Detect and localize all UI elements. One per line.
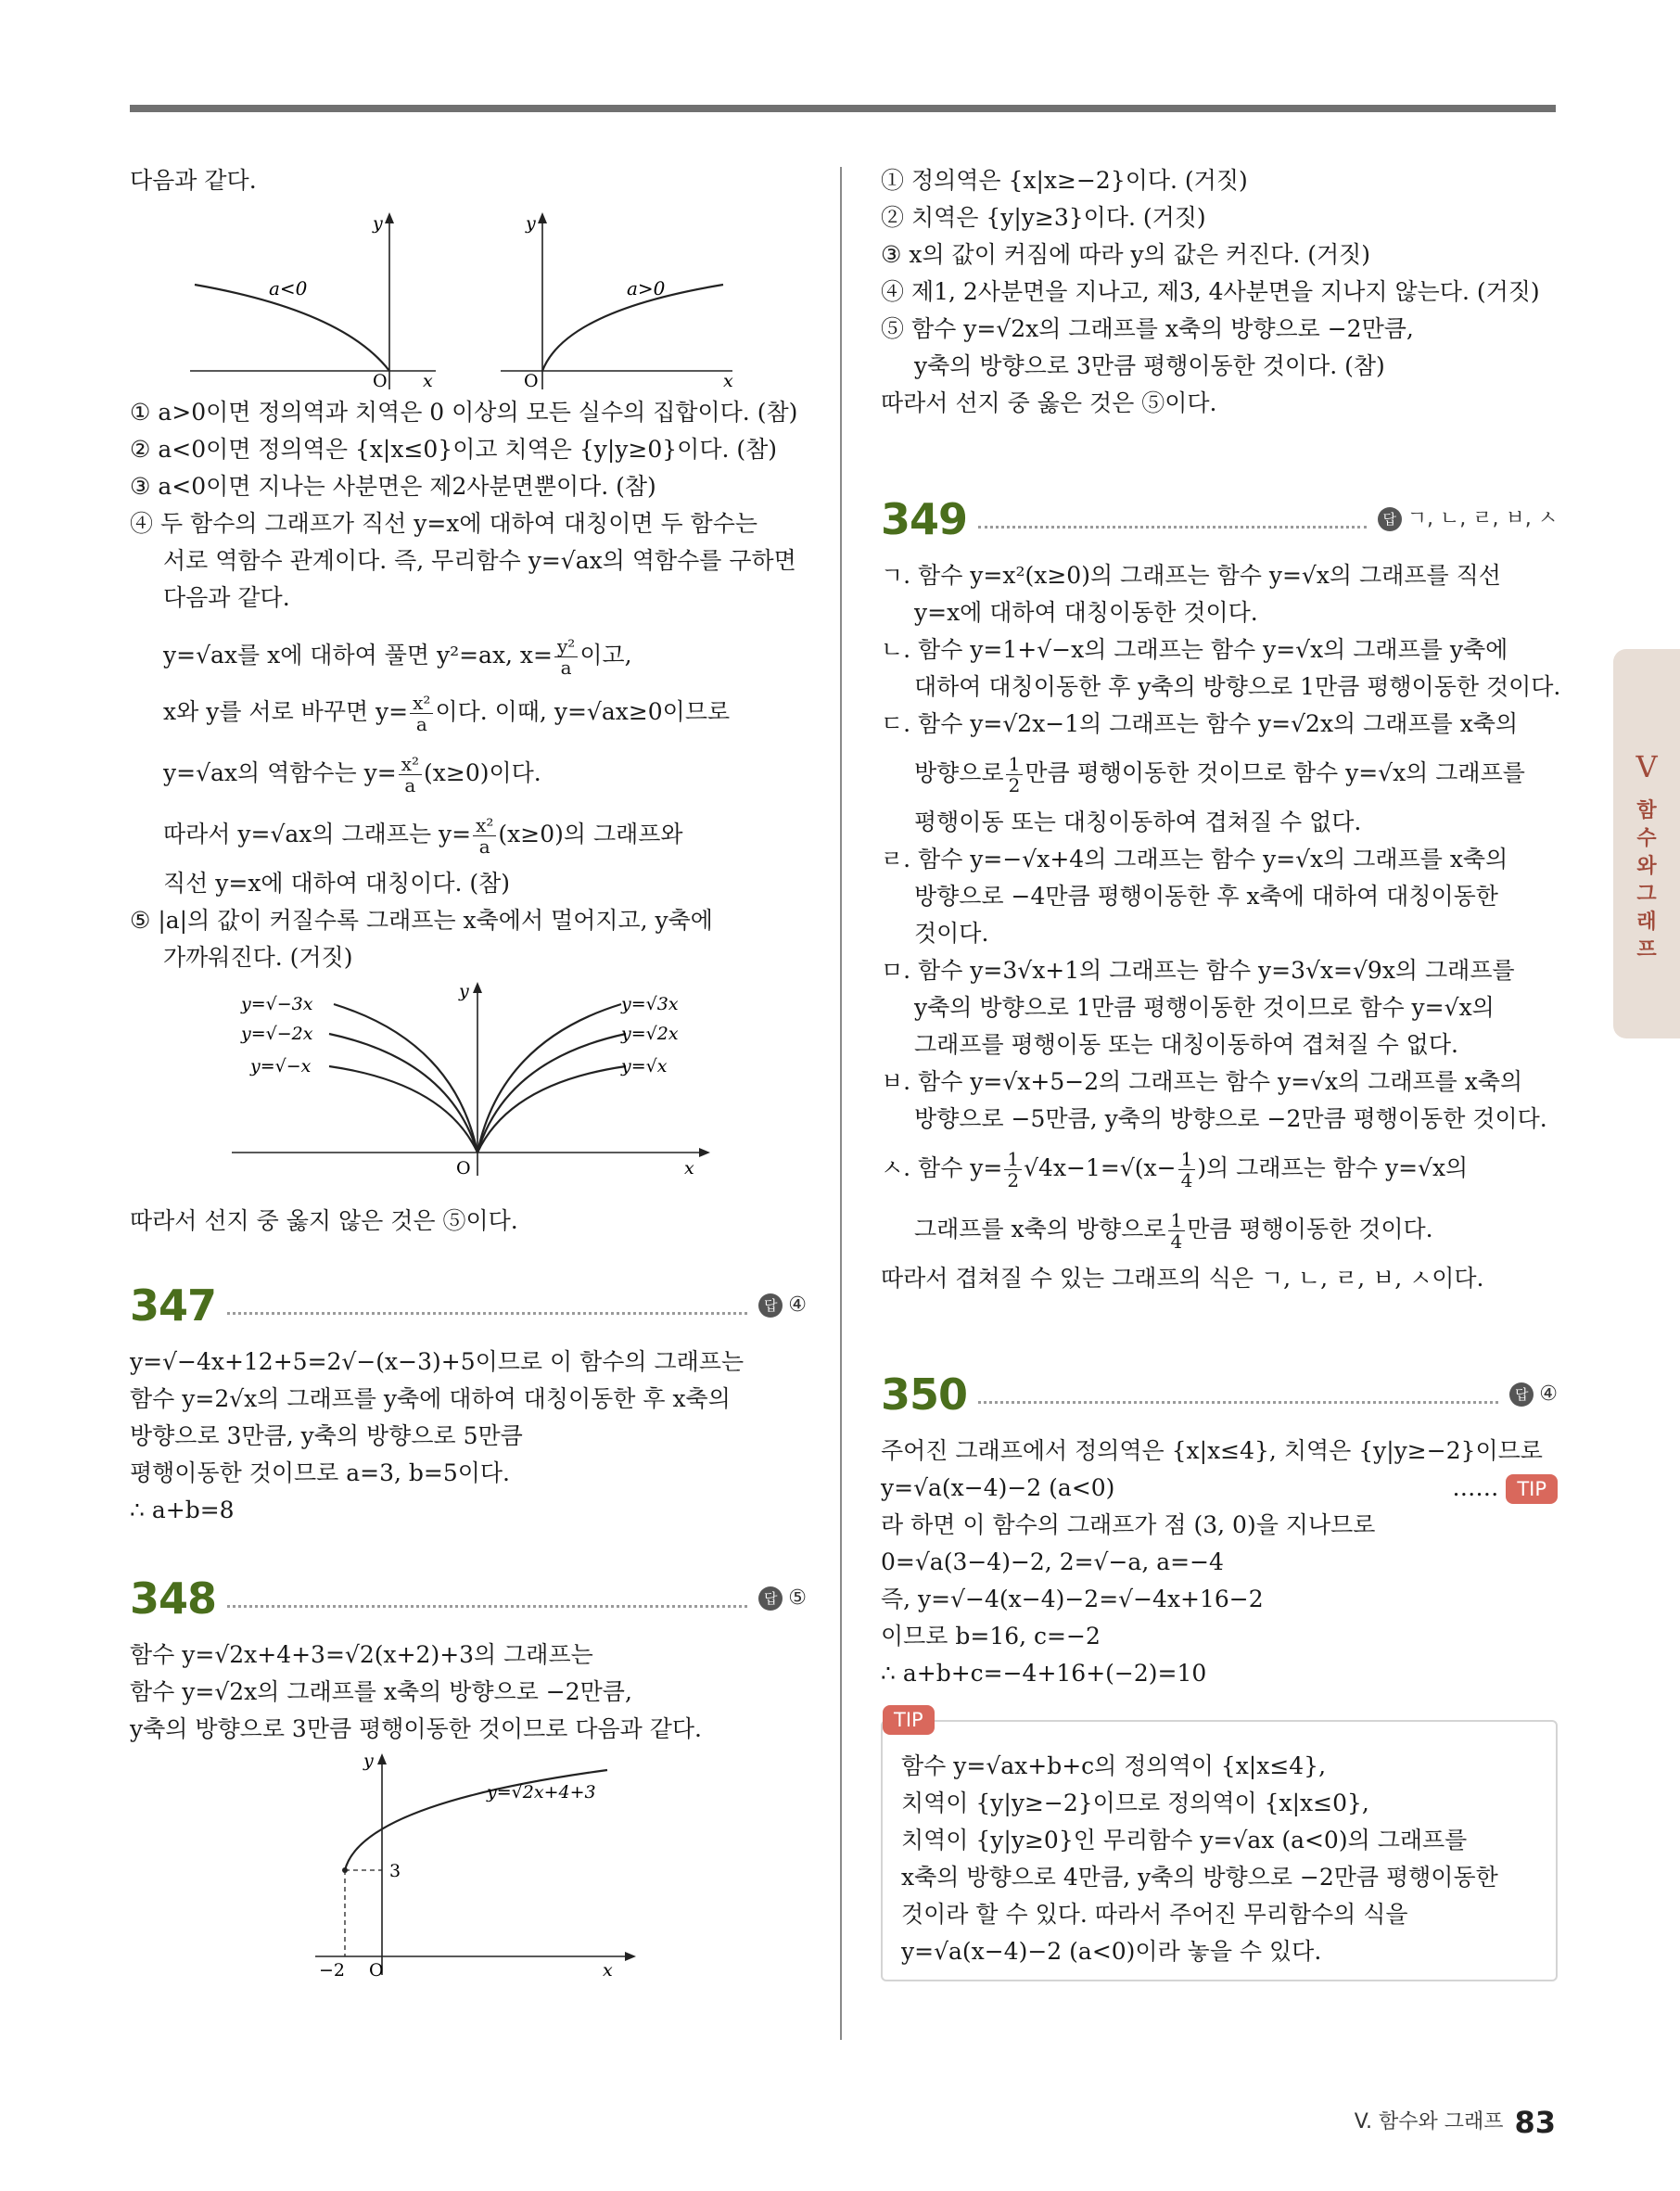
tip-badge: TIP — [1506, 1474, 1558, 1504]
graph-sqrt-family — [130, 976, 807, 1190]
s349-line-4: 대하여 대칭이동한 후 y축의 방향으로 1만큼 평행이동한 것이다. — [914, 673, 1561, 700]
chapter-title-char: 그 — [1636, 883, 1657, 906]
s349-line-9: 방향으로 −4만큼 평행이동한 후 x축에 대하여 대칭이동한 — [914, 883, 1498, 910]
s349-line-2: y=x에 대하여 대칭이동한 것이다. — [914, 599, 1258, 626]
section-350-answer: 답 ④ — [1509, 1376, 1558, 1413]
tip-box-badge: TIP — [883, 1705, 935, 1735]
chapter-roman: V — [1635, 749, 1658, 784]
graph-a-neg-origin: O — [373, 371, 388, 391]
s347-line-5: ∴ a+b=8 — [130, 1497, 235, 1523]
s347-line-4: 평행이동한 것이므로 a=3, b=5이다. — [130, 1459, 510, 1486]
left-item-3: ③ a<0이면 지나는 사분면은 제2사분면뿐이다. (참) — [130, 473, 656, 500]
tip-box — [881, 1709, 1558, 1981]
graph-a-pos-y-label: y — [526, 213, 536, 234]
intro-text: 다음과 같다. — [130, 167, 257, 194]
left-item-4-cont: 서로 역함수 관계이다. 즉, 무리함수 y=√ax의 역함수를 구하면 — [163, 547, 796, 574]
chapter-title-char: 함 — [1636, 799, 1657, 822]
page-number: 83 — [1514, 2105, 1556, 2140]
curve-3x — [477, 1004, 621, 1153]
s349-line-14: ㅂ. 함수 y=√x+5−2의 그래프는 함수 y=√x의 그래프를 x축의 — [881, 1068, 1523, 1095]
s349-line-5: ㄷ. 함수 y=√2x−1의 그래프는 함수 y=√2x의 그래프를 x축의 — [881, 710, 1519, 737]
s349-line-7: 평행이동 또는 대칭이동하여 겹쳐질 수 없다. — [914, 809, 1362, 835]
right-item-3: ③ x의 값이 커짐에 따라 y의 값은 커진다. (거짓) — [881, 241, 1371, 268]
page-footer — [1355, 2105, 1556, 2140]
right-item-5-cont: y축의 방향으로 3만큼 평행이동한 것이다. (참) — [914, 352, 1385, 379]
svg-text:O: O — [456, 1158, 471, 1178]
s350-line-6: 이므로 b=16, c=−2 — [881, 1623, 1101, 1650]
chapter-title-char: 수 — [1636, 827, 1657, 850]
s347-line-3: 방향으로 3만큼, y축의 방향으로 5만큼 — [130, 1422, 523, 1449]
s350-line-3: 라 하면 이 함수의 그래프가 점 (3, 0)을 지나므로 — [881, 1511, 1376, 1538]
tip-line-6: y=√a(x−4)−2 (a<0)이라 놓을 수 있다. — [901, 1938, 1322, 1965]
tip-line-2: 치역이 {y|y≥−2}이므로 정의역이 {x|x≤0}, — [901, 1790, 1369, 1816]
chapter-side-tab — [1613, 649, 1680, 1038]
svg-text:O: O — [369, 1960, 384, 1980]
label-neg3x: y=√−3x — [241, 994, 313, 1014]
s348-line-3: y축의 방향으로 3만큼 평행이동한 것이므로 다음과 같다. — [130, 1715, 702, 1742]
answer-mark-icon: 답 — [1378, 507, 1402, 531]
label-neg2x: y=√−2x — [241, 1024, 313, 1044]
label-3x: y=√3x — [621, 994, 679, 1014]
graph-a-neg-y-label: y — [373, 213, 383, 234]
s349-line-17: 그래프를 x축의 방향으로 $\frac{1}{4}$ 만큼 평행이동한 것이다. — [914, 1209, 1433, 1253]
right-item-2: ② 치역은 {y|y≥3}이다. (거짓) — [881, 204, 1206, 231]
answer-mark-icon: 답 — [758, 1586, 783, 1611]
svg-text:y: y — [459, 981, 469, 1001]
curve-neg3x — [334, 1004, 477, 1153]
s349-line-10: 것이다. — [914, 920, 989, 947]
graph-a-sign — [130, 199, 807, 394]
section-349-answer: 답 ㄱ, ㄴ, ㄹ, ㅂ, ㅅ — [1378, 501, 1558, 538]
s350-line-2: y=√a(x−4)−2 (a<0) …… TIP — [881, 1470, 1558, 1507]
answer-mark-icon: 답 — [758, 1293, 783, 1318]
s350-line-5: 즉, y=√−4(x−4)−2=√−4x+16−2 — [881, 1586, 1264, 1612]
svg-text:x: x — [603, 1960, 613, 1980]
s349-line-11: ㅁ. 함수 y=3√x+1의 그래프는 함수 y=3√x=√9x의 그래프를 — [881, 957, 1515, 984]
answer-mark-icon: 답 — [1509, 1382, 1534, 1407]
right-item-4: ④ 제1, 2사분면을 지나고, 제3, 4사분면을 지나지 않는다. (거짓) — [881, 278, 1540, 305]
section-348-number: 348 — [130, 1573, 217, 1624]
s348-line-2: 함수 y=√2x의 그래프를 x축의 방향으로 −2만큼, — [130, 1678, 632, 1705]
graph-a-pos-label: a>0 — [627, 277, 666, 299]
graph-a-pos-origin: O — [524, 371, 539, 391]
svg-text:x: x — [684, 1158, 694, 1178]
curve-negx — [329, 1066, 477, 1153]
s350-line-1: 주어진 그래프에서 정의역은 {x|x≤4}, 치역은 {y|y≥−2}이므로 — [881, 1437, 1543, 1464]
s349-line-1: ㄱ. 함수 y=x²(x≥0)의 그래프는 함수 y=√x의 그래프를 직선 — [881, 562, 1501, 589]
s349-conclusion: 따라서 겹쳐질 수 있는 그래프의 식은 ㄱ, ㄴ, ㄹ, ㅂ, ㅅ이다. — [881, 1265, 1484, 1292]
left-item-5: ⑤ |a|의 값이 커질수록 그래프는 x축에서 멀어지고, y축에 — [130, 907, 713, 934]
s349-line-6: 방향으로 $\frac{1}{2}$ 만큼 평행이동한 것이므로 함수 y=√x의 그래프를 — [914, 753, 1525, 796]
calc-line-4: 따라서 y=√ax의 그래프는 y= $\frac{\text{x²}}{a}$ (x≥0)의 그래프와 — [163, 814, 683, 858]
chapter-title-char: 래 — [1636, 911, 1657, 934]
calc-line-3: y=√ax의 역함수는 y= $\frac{\text{x²}}{a}$ (x≥0)이다. — [163, 753, 541, 796]
left-item-4-cont2: 다음과 같다. — [163, 584, 290, 611]
section-349-header — [881, 487, 1558, 552]
left-item-2: ② a<0이면 정의역은 {x|x≤0}이고 치역은 {y|y≥0}이다. (참) — [130, 436, 778, 463]
s349-line-13: 그래프를 평행이동 또는 대칭이동하여 겹쳐질 수 없다. — [914, 1031, 1458, 1058]
label-x: y=√x — [621, 1056, 668, 1076]
left-column — [130, 162, 807, 1980]
section-348-answer: 답 ⑤ — [758, 1580, 807, 1617]
s350-line-7: ∴ a+b+c=−4+16+(−2)=10 — [881, 1660, 1207, 1687]
section-347-answer: 답 ④ — [758, 1287, 807, 1324]
calc-line-1: y=√ax를 x에 대하여 풀면 y²=ax, x= $\frac{\text{y²}}{a}$ 이고, — [163, 635, 632, 679]
graph-348-three: 3 — [389, 1861, 401, 1881]
calc-line-2: x와 y를 서로 바꾸면 y= $\frac{\text{x²}}{a}$ 이다. 이때, y=√ax≥0이므로 — [163, 692, 731, 735]
section-348-header — [130, 1566, 807, 1631]
graph-348-label: y=√2x+4+3 — [487, 1782, 596, 1802]
s347-line-1: y=√−4x+12+5=2√−(x−3)+5이므로 이 함수의 그래프는 — [130, 1348, 745, 1375]
s349-line-12: y축의 방향으로 1만큼 평행이동한 것이므로 함수 y=√x의 — [914, 994, 1495, 1021]
chapter-title-char: 프 — [1636, 938, 1657, 962]
svg-text:y: y — [363, 1751, 374, 1771]
s349-line-3: ㄴ. 함수 y=1+√−x의 그래프는 함수 y=√x의 그래프를 y축에 — [881, 636, 1508, 663]
s348-line-1: 함수 y=√2x+4+3=√2(x+2)+3의 그래프는 — [130, 1641, 593, 1668]
left-item-1: ① a>0이면 정의역과 치역은 0 이상의 모든 실수의 집합이다. (참) — [130, 399, 798, 426]
graph-a-neg-label: a<0 — [269, 277, 308, 299]
section-350-header — [881, 1362, 1558, 1427]
right-column — [881, 162, 1561, 1981]
right-conclusion: 따라서 선지 중 옳은 것은 ⑤이다. — [881, 389, 1217, 416]
curve-x — [477, 1066, 626, 1153]
left-conclusion: 따라서 선지 중 옳지 않은 것은 ⑤이다. — [130, 1207, 518, 1234]
right-item-5: ⑤ 함수 y=√2x의 그래프를 x축의 방향으로 −2만큼, — [881, 315, 1414, 342]
label-negx: y=√−x — [250, 1056, 312, 1076]
chapter-title-vertical — [1613, 797, 1680, 964]
graph-348 — [130, 1748, 807, 1980]
calc-line-5: 직선 y=x에 대하여 대칭이다. (참) — [163, 870, 511, 897]
s349-line-15: 방향으로 −5만큼, y축의 방향으로 −2만큼 평행이동한 것이다. — [914, 1105, 1547, 1132]
graph-348-minus2: −2 — [319, 1960, 346, 1980]
s349-line-8: ㄹ. 함수 y=−√x+4의 그래프는 함수 y=√x의 그래프를 x축의 — [881, 846, 1508, 873]
left-item-5-cont: 가까워진다. (거짓) — [163, 944, 353, 971]
tip-ref: …… TIP — [1452, 1470, 1558, 1507]
label-2x: y=√2x — [621, 1024, 679, 1044]
section-350-number: 350 — [881, 1369, 968, 1420]
graph-a-pos-x-label: x — [723, 371, 733, 391]
s350-line-4: 0=√a(3−4)−2, 2=√−a, a=−4 — [881, 1548, 1224, 1575]
tip-line-3: 치역이 {y|y≥0}인 무리함수 y=√ax (a<0)의 그래프를 — [901, 1827, 1468, 1853]
footer-chapter: V. 함수와 그래프 — [1354, 2110, 1504, 2134]
tip-line-4: x축의 방향으로 4만큼, y축의 방향으로 −2만큼 평행이동한 — [901, 1864, 1498, 1891]
s347-line-2: 함수 y=2√x의 그래프를 y축에 대하여 대칭이동한 후 x축의 — [130, 1385, 731, 1412]
s349-line-16: ㅅ. 함수 y= $\frac{1}{2}$ √4x−1=√(x− $\frac{1}{4}$ )의 그래프는 함수 y=√x의 — [881, 1148, 1469, 1191]
graph-a-neg-x-label: x — [423, 371, 433, 391]
tip-line-1: 함수 y=√ax+b+c의 정의역이 {x|x≤4}, — [901, 1752, 1327, 1779]
section-349-number: 349 — [881, 494, 968, 544]
column-divider — [840, 167, 842, 2040]
section-347-number: 347 — [130, 1280, 217, 1331]
section-347-header — [130, 1273, 807, 1338]
chapter-title-char: 와 — [1636, 855, 1657, 878]
right-item-1: ① 정의역은 {x|x≥−2}이다. (거짓) — [881, 167, 1248, 194]
tip-line-5: 것이라 할 수 있다. 따라서 주어진 무리함수의 식을 — [901, 1901, 1408, 1928]
left-item-4: ④ 두 함수의 그래프가 직선 y=x에 대하여 대칭이면 두 함수는 — [130, 510, 757, 537]
top-rule — [130, 105, 1556, 112]
